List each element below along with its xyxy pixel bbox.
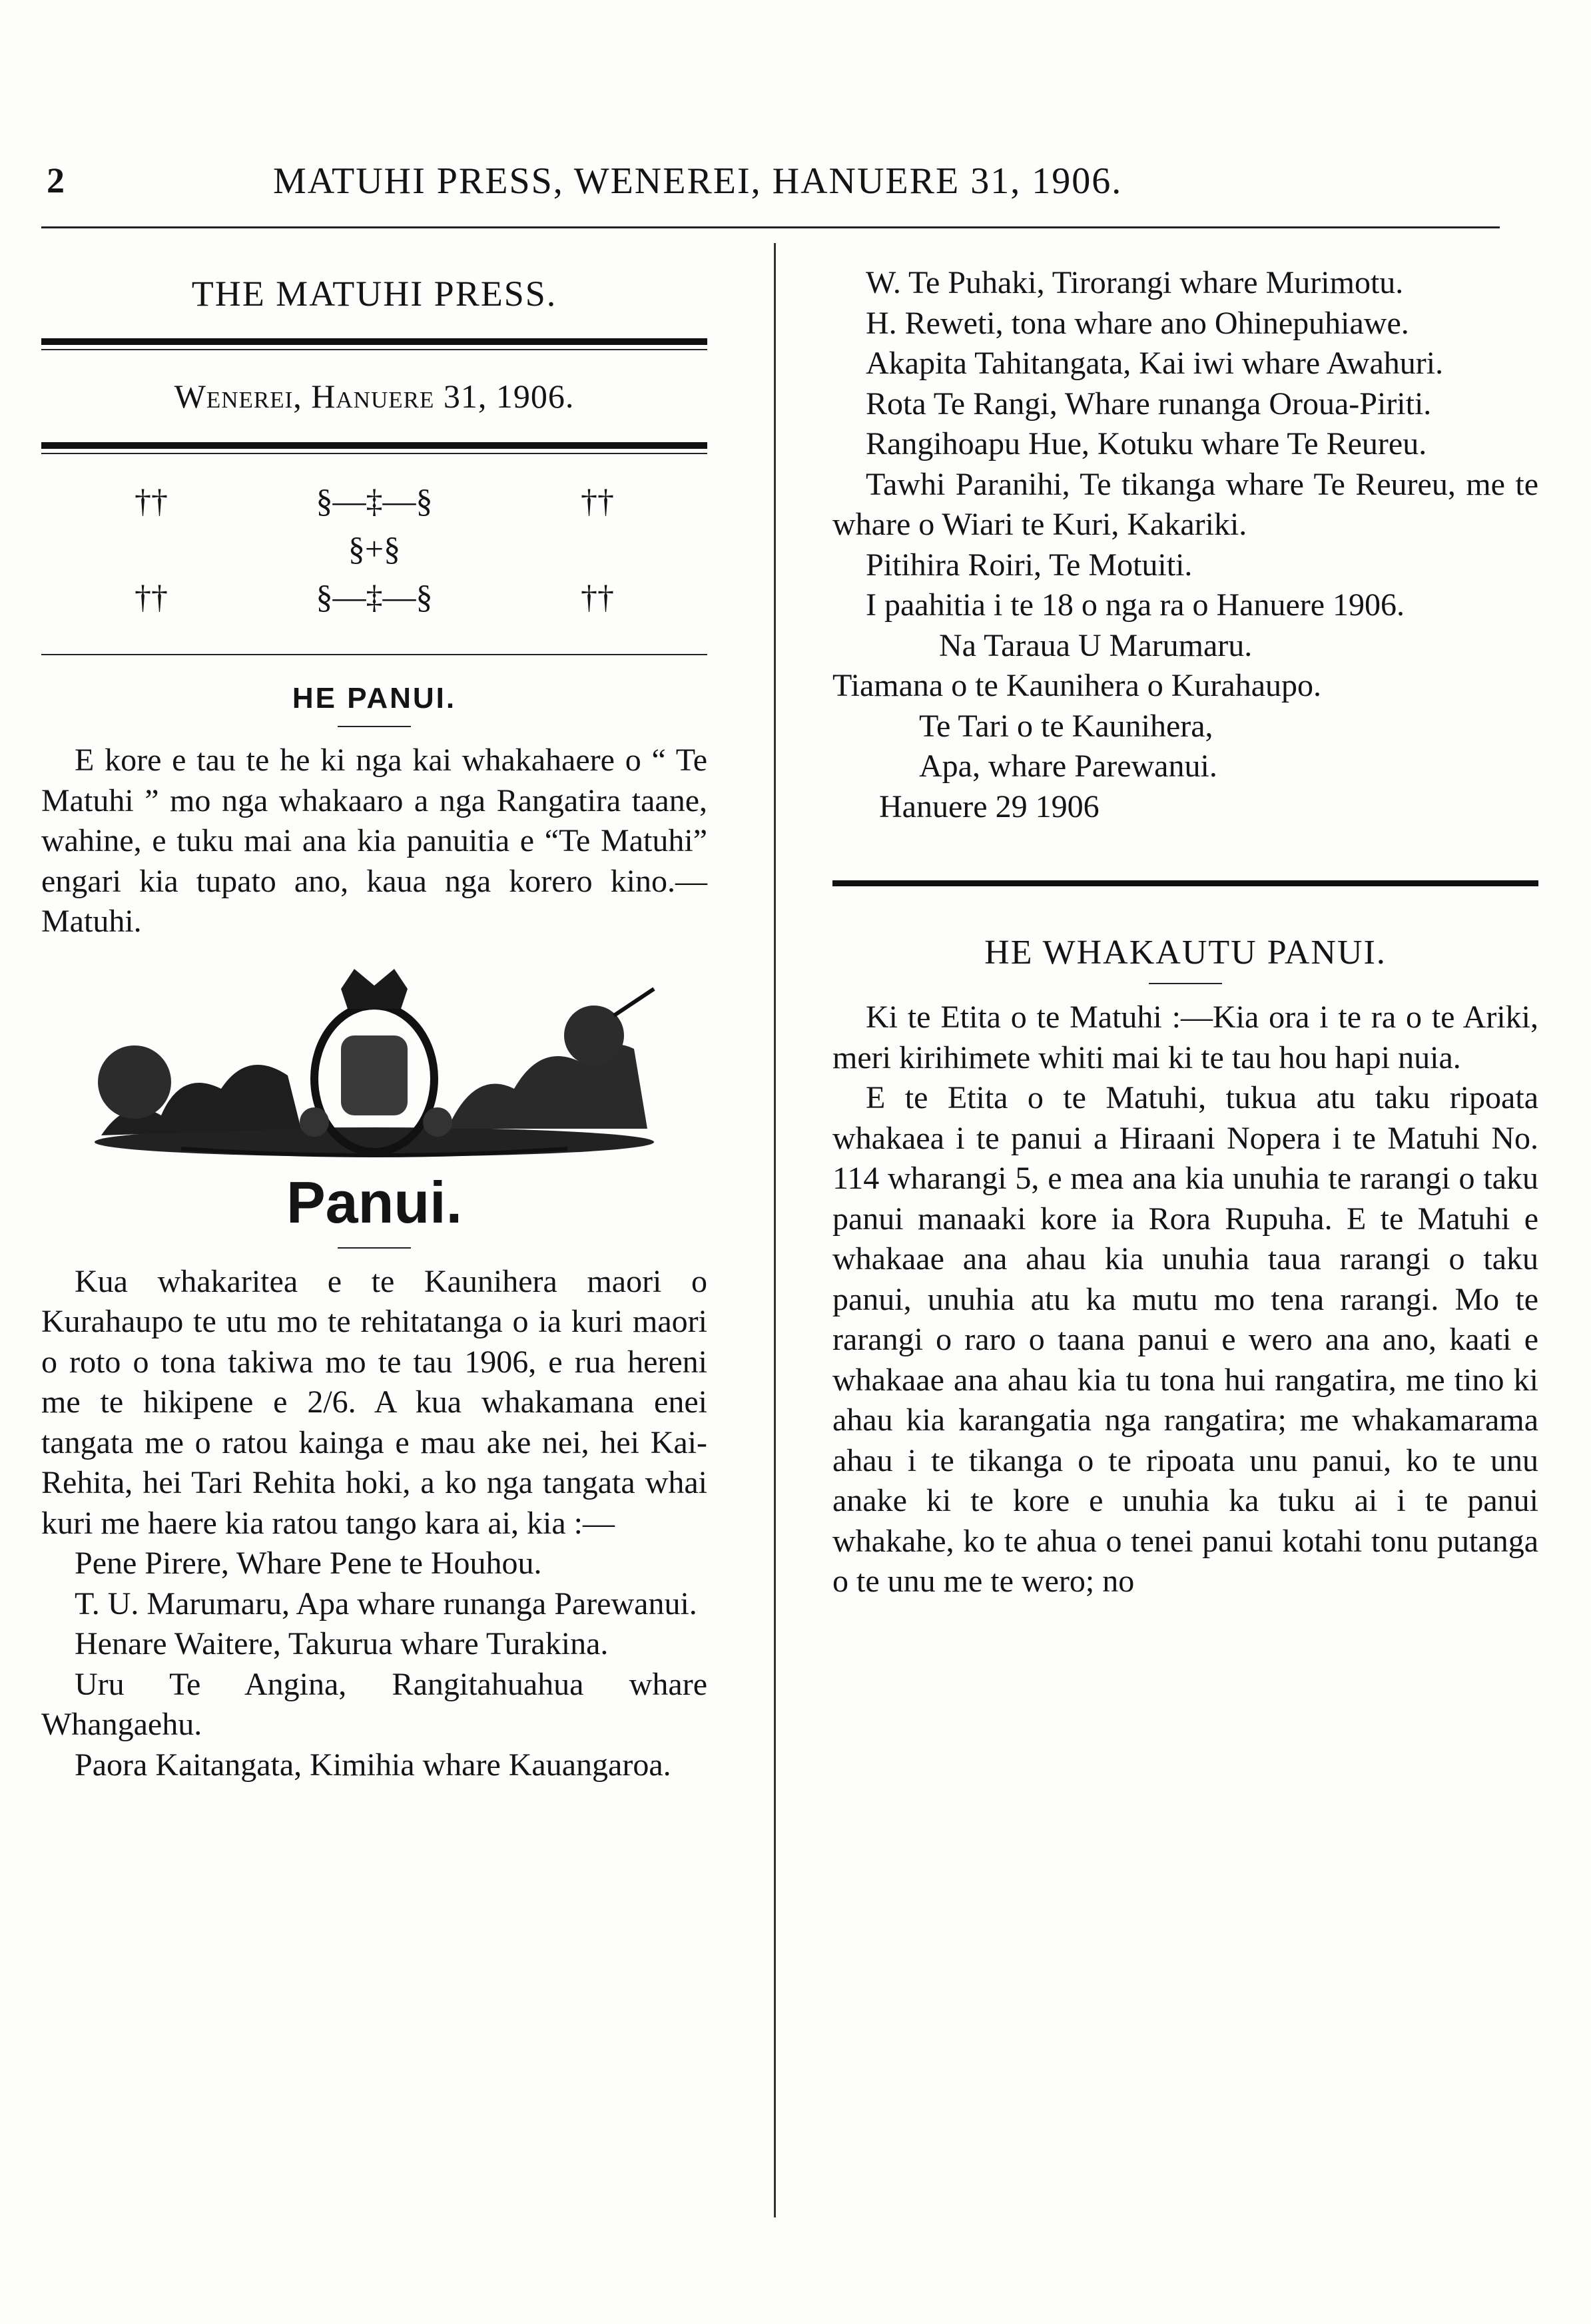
list-item: T. U. Marumaru, Apa whare runanga Parewanui.: [75, 1586, 697, 1621]
ornament-row-3: [135, 573, 614, 621]
header-rule: [41, 226, 1500, 228]
list-item: I paahitia i te 18 o nga ra o Hanuere 1906.: [866, 587, 1405, 623]
list-item: Tawhi Paranihi, Te tikanga whare Te Reureu, me te whare o Wiari te Kuri, Kakariki.: [832, 466, 1538, 542]
section-rule: [832, 880, 1538, 886]
panui-intro: Kua whakaritea e te Kaunihera maori o Kurahaupo te utu mo te rehitatanga o ia kuri maori o roto o tona takiwa mo te tau 1906, e rua hereni me te hikipene e 2/6. A kua whakamana enei tangata me o ratou kainga e mau ake nei, hei Kai-Rehita, hei Tari Rehita hoki, a ko nga tangata whai kuri me haere kia ratou tango kara ai, kia :—: [41, 1263, 707, 1541]
signature-name: Na Taraua U Marumaru.: [939, 627, 1253, 663]
reply-paragraph-1: Ki te Etita o te Matuhi :—Kia ora i te ra o te Ariki, meri kirihimete whiti mai ki te tau hou hapi nuia.: [832, 1000, 1538, 1075]
page-number: 2: [47, 160, 65, 200]
notice-body: E kore e tau te he ki nga kai whakahaere o “ Te Matuhi ” mo nga whakaaro a nga Rangatira taane, wahine, e tuku mai ana kia panuitia e “Te Matuhi” engari kia tupato ano, kaua nga korero kino.—Matuhi.: [41, 742, 707, 939]
list-item: Henare Waitere, Takurua whare Turakina.: [75, 1626, 609, 1661]
ornament-row-1: [135, 477, 614, 525]
registrar-list: [41, 1544, 707, 1785]
ornament-glyph: §—‡—§: [316, 482, 433, 519]
dateline-rule: [41, 442, 707, 449]
list-item: Pitihira Roiri, Te Motuiti.: [866, 547, 1193, 583]
notice-heading: HE PANUI.: [292, 682, 457, 715]
signature-date: Hanuere 29 1906: [879, 788, 1100, 824]
ornament-row-2: §+§: [348, 530, 401, 567]
running-head-title: MATUHI PRESS, WENEREI, HANUERE 31, 1906.: [273, 160, 1123, 202]
ornament-glyph: ††: [135, 482, 168, 519]
left-column: [41, 240, 707, 1785]
signature-block: [832, 626, 1538, 828]
signature-office: Te Tari o te Kaunihera,: [919, 708, 1213, 744]
list-item: Rangihoapu Hue, Kotuku whare Te Reureu.: [866, 426, 1427, 461]
reply-paragraph-2: E te Etita o te Matuhi, tukua atu taku ripoata whakaea i te panui a Hiraani Nopera i te Matuhi No. 114 wharangi 5, e mea ana kia unuhia te rarangi o taku panui manaaki kore ia Rora Rupuha. E te Matuhi e whakaae ana ahau kia unuhia taua rarangi o taku panui, unuhia atu ka mutu mo tena rarangi. Mo te rarangi o raro o taana panui e wero ana ano, kaati e whakaae ana ahau kia tu tona hui rangatira, me tino ki ahau kia karangatia nga rangatira; me whakamarama ahau i te tikanga o te ripoata unu panui, ko te unu anake ki te kore e unuhia ka tuku ai i te panui whakahe, ko te ahua o tenei panui kotahi tonu putanga o te unu me te wero; no: [832, 1080, 1538, 1599]
list-item: Akapita Tahitangata, Kai iwi whare Awahuri.: [866, 346, 1444, 381]
ornament-glyph: §—‡—§: [316, 578, 433, 615]
right-column: [832, 263, 1538, 1602]
panui-title: Panui.: [286, 1169, 463, 1235]
masthead-rule-thin: [41, 349, 707, 350]
section-rule: [41, 654, 707, 655]
signature-place: Apa, whare Parewanui.: [919, 748, 1217, 784]
reply-heading: HE WHAKAUTU PANUI.: [984, 934, 1387, 972]
short-rule: [1149, 983, 1222, 984]
list-item: Uru Te Angina, Rangitahuahua whare Whangaehu.: [41, 1666, 707, 1742]
signature-role: Tiamana o te Kaunihera o Kurahaupo.: [832, 668, 1322, 703]
royal-coat-of-arms-image: [75, 962, 674, 1169]
running-head: [47, 160, 1498, 213]
list-item: H. Reweti, tona whare ano Ohinepuhiawe.: [866, 305, 1409, 341]
list-item: W. Te Puhaki, Tirorangi whare Murimotu.: [866, 265, 1404, 300]
ornament: [41, 477, 707, 621]
short-rule: [338, 1247, 411, 1249]
masthead-rule: [41, 338, 707, 345]
list-item: Pene Pirere, Whare Pene te Houhou.: [75, 1546, 542, 1581]
dateline: Wenerei, Hanuere 31, 1906.: [174, 378, 575, 415]
registrar-list-continued: [832, 263, 1538, 626]
list-item: Rota Te Rangi, Whare runanga Oroua-Piriti.: [866, 386, 1432, 422]
ornament-glyph: ††: [135, 578, 168, 615]
masthead: THE MATUHI PRESS.: [191, 274, 557, 314]
short-rule: [338, 726, 411, 727]
dateline-rule-thin: [41, 453, 707, 454]
ornament-glyph: ††: [581, 482, 614, 519]
column-divider: [774, 243, 776, 2217]
list-item: Paora Kaitangata, Kimihia whare Kauangaroa.: [75, 1747, 671, 1783]
ornament-glyph: ††: [581, 578, 614, 615]
